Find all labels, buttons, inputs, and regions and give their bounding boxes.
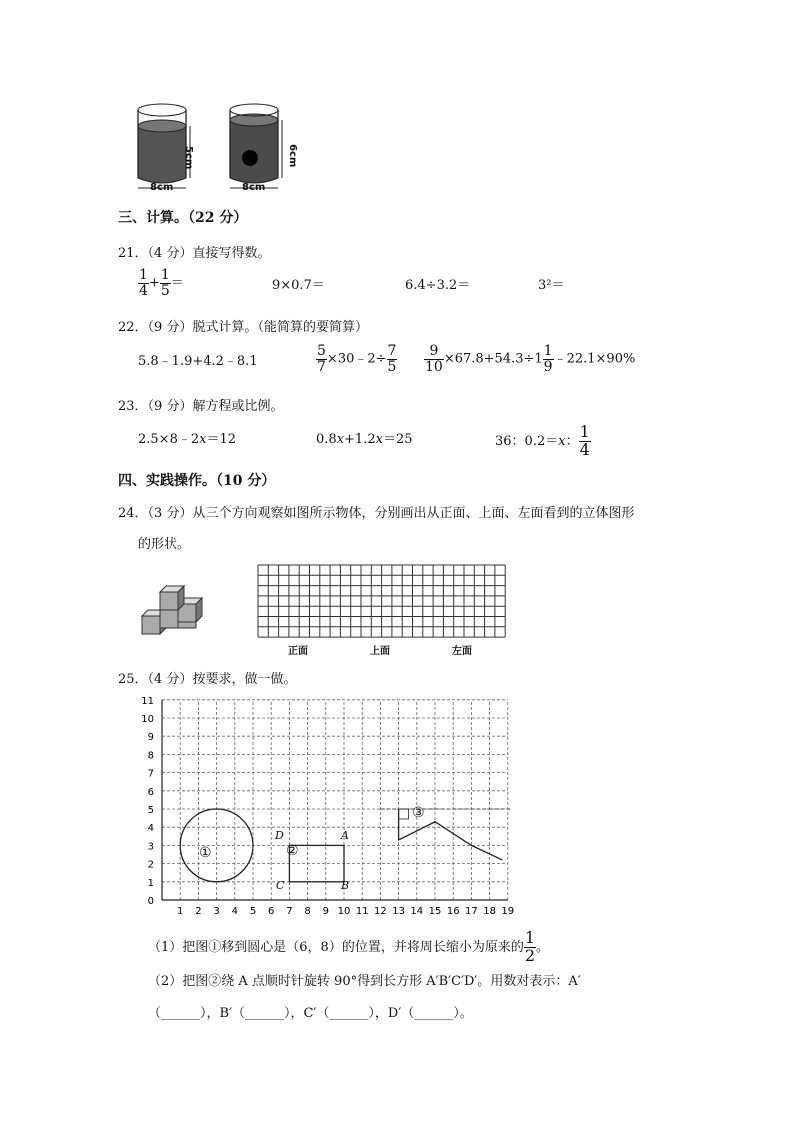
- e3-f1-den: 10: [425, 358, 443, 375]
- x-tick-label: 8: [304, 906, 311, 917]
- q25-task-2-line-1: （2）把图②绕 A 点顺时针旋转 90°得到长方形 A′B′C′D′。用数对表示：A′: [148, 974, 581, 989]
- x-tick-label: 17: [465, 906, 478, 917]
- frac-a-num: 1: [139, 267, 148, 283]
- y-tick-label: 7: [147, 768, 154, 780]
- y-tick-label: 8: [147, 750, 154, 762]
- x-tick-label: 13: [392, 906, 405, 917]
- eq2-a: 0.8: [316, 432, 337, 447]
- y-tick-label: 2: [147, 859, 154, 871]
- task1-end: 。: [536, 939, 550, 955]
- view-label-top: 上面: [370, 646, 390, 657]
- plus-sign: +: [148, 275, 160, 291]
- y-tick-label: 5: [147, 805, 154, 816]
- y-tick-label: 10: [141, 714, 154, 725]
- cylinder-drawing: [130, 100, 310, 195]
- q21-item-3: 6.4÷3.2＝: [405, 278, 471, 293]
- e2-f2-num: 7: [387, 343, 397, 359]
- q22-expr-3: [424, 344, 635, 374]
- equals-sign: ＝: [170, 275, 184, 291]
- q23-eq-2: [316, 428, 413, 447]
- eq3-den: 4: [579, 439, 590, 459]
- e3-f2-num: 1: [543, 343, 553, 359]
- shape-2-label: ②: [286, 843, 299, 859]
- view-label-front: 正面: [288, 646, 308, 657]
- y-tick-label: 4: [147, 823, 154, 835]
- e3-tail: ﹣22.1×90%: [553, 351, 636, 367]
- view-drawing-grid: [258, 565, 506, 641]
- eq3-a: 36：0.2＝: [495, 433, 559, 449]
- x-tick-label: 16: [446, 906, 460, 917]
- x-tick-label: 11: [355, 906, 369, 917]
- x-tick-label: 7: [286, 906, 293, 917]
- eq2-c: ＝25: [382, 432, 413, 447]
- e3-f1-num: 9: [424, 344, 444, 360]
- frac-b-den: 5: [160, 282, 170, 299]
- e2-f1-num: 5: [317, 343, 326, 359]
- point-c-label: C: [276, 879, 285, 892]
- frac-a-den: 4: [139, 282, 148, 299]
- x-tick-label: 6: [268, 906, 275, 917]
- q22-expr-1: 5.8﹣1.9+4.2﹣8.1: [138, 354, 258, 369]
- x-tick-label: 1: [177, 906, 184, 917]
- q25-task-1: [148, 930, 549, 965]
- frac-b-num: 1: [160, 267, 170, 283]
- q22-stem: 22．（9 分）脱式计算。（能简算的要简算）: [118, 320, 368, 335]
- x-tick-label: 4: [231, 906, 238, 917]
- section-4-title: 四、实践操作。（10 分）: [118, 473, 276, 489]
- q23-stem: 23．（9 分）解方程或比例。: [118, 399, 284, 414]
- right-width-label: 8cm: [242, 182, 266, 193]
- y-tick-label: 9: [147, 732, 154, 744]
- y-tick-label: 11: [141, 695, 154, 707]
- view-label-left: 左面: [452, 646, 472, 657]
- y-tick-label: 3: [147, 841, 154, 853]
- x-tick-label: 19: [501, 906, 515, 917]
- e2-mid: ×30﹣2÷: [326, 351, 387, 367]
- q21-item-4: 3²＝: [538, 278, 565, 293]
- task1-den: 2: [524, 945, 536, 965]
- eq1-a: 2.5×8﹣2: [138, 432, 200, 447]
- eq3-x: x: [558, 433, 566, 449]
- x-tick-label: 18: [483, 906, 496, 917]
- x-tick-label: 15: [428, 906, 442, 917]
- q24-stem-line-1: 24．（3 分）从三个方向观察如图所示物体，分别画出从正面、上面、左面看到的立体图形: [118, 506, 635, 521]
- q25-task-2-line-2: （______），B′（______），C′（______），D′（______）。: [148, 1006, 473, 1021]
- task1-num: 1: [524, 928, 536, 947]
- q23-eq-1: [138, 428, 236, 447]
- e2-f2-den: 5: [387, 358, 397, 375]
- x-tick-label: 12: [374, 906, 387, 917]
- q21-stem: 21．（4 分）直接写得数。: [118, 246, 271, 261]
- e3-f2-den: 9: [543, 358, 553, 375]
- right-height-label: 6cm: [287, 144, 298, 168]
- shape-1-label: ①: [199, 845, 212, 861]
- left-height-label: 5cm: [183, 146, 194, 170]
- x-tick-label: 10: [337, 906, 351, 917]
- x-tick-label: 14: [410, 906, 424, 917]
- coordinate-grid: [140, 695, 520, 920]
- x-tick-label: 5: [249, 906, 257, 917]
- x-tick-label: 2: [195, 906, 202, 917]
- point-b-label: B: [341, 879, 350, 892]
- cube-stack-figure: [138, 578, 218, 638]
- eq3-b: ：: [565, 433, 579, 449]
- shape-3-label: ③: [412, 805, 425, 821]
- q24-stem-line-2: 的形状。: [138, 537, 191, 552]
- q25-stem: 25．（4 分）按要求，做一做。: [118, 672, 297, 687]
- left-width-label: 8cm: [150, 182, 174, 193]
- point-d-label: D: [275, 829, 284, 842]
- y-tick-label: 6: [147, 786, 154, 798]
- eq1-x: x: [199, 432, 207, 447]
- section-3-title: 三、计算。（22 分）: [118, 210, 248, 226]
- x-tick-label: 9: [322, 906, 329, 917]
- q21-fraction-expression: [138, 268, 184, 298]
- eq2-x2: x: [375, 432, 383, 447]
- e2-f1-den: 7: [317, 358, 326, 375]
- q21-item-2: 9×0.7＝: [272, 278, 325, 293]
- eq1-b: ＝12: [206, 432, 236, 447]
- y-tick-label: 1: [147, 877, 154, 889]
- q22-expr-2: [316, 344, 397, 374]
- eq3-num: 1: [579, 422, 590, 441]
- q23-eq-3: [495, 424, 591, 459]
- eq2-x1: x: [336, 432, 345, 447]
- x-tick-label: 3: [213, 906, 220, 917]
- e3-mid: ×67.8+54.3÷1: [443, 351, 543, 367]
- y-tick-label: 0: [147, 896, 154, 907]
- cylinder-figure: [130, 100, 310, 195]
- task1-text: （1）把图①移到圆心是（6，8）的位置，并将周长缩小为原来的: [148, 939, 524, 955]
- right-angle-marker: [399, 809, 409, 819]
- eq2-b: +1.2: [344, 432, 376, 447]
- point-a-label: A: [341, 829, 349, 842]
